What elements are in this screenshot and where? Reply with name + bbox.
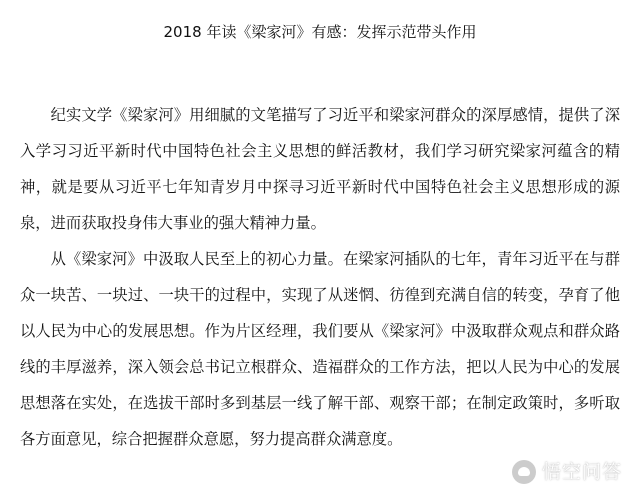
watermark-text: 悟空问答 bbox=[541, 461, 622, 483]
paragraph-2: 从《梁家河》中汲取人民至上的初心力量。在梁家河插队的七年，青年习近平在与群众一块苦、一块过、一块干的过程中，实现了从迷惘、彷徨到充满自信的转变，孕育了他以人民为中心的发展思想。作为片区经理，我们要从《梁家河》中汲取群众观点和群众路线的丰厚滋养，深入领会总书记立根群众、造福群众的工作方法，把以人民为中心的发展思想落在实处，在选拔干部时多到基层一线了解干部、观察干部；在制定政策时，多听取各方面意见，综合把握群众意愿，努力提高群众满意度。 bbox=[20, 250, 620, 448]
watermark bbox=[512, 460, 622, 484]
wukong-logo-icon bbox=[512, 460, 536, 484]
document-title: 2018 年读《梁家河》有感：发挥示范带头作用 bbox=[163, 23, 477, 41]
document-body bbox=[20, 97, 620, 457]
paragraph-1: 纪实文学《梁家河》用细腻的文笔描写了习近平和梁家河群众的深厚感情，提供了深入学习习近平新时代中国特色社会主义思想的鲜活教材，我们学习研究梁家河蕴含的精神，就是要从习近平七年知青岁月中探寻习近平新时代中国特色社会主义思想形成的源泉，进而获取投身伟大事业的强大精神力量。 bbox=[20, 106, 620, 232]
